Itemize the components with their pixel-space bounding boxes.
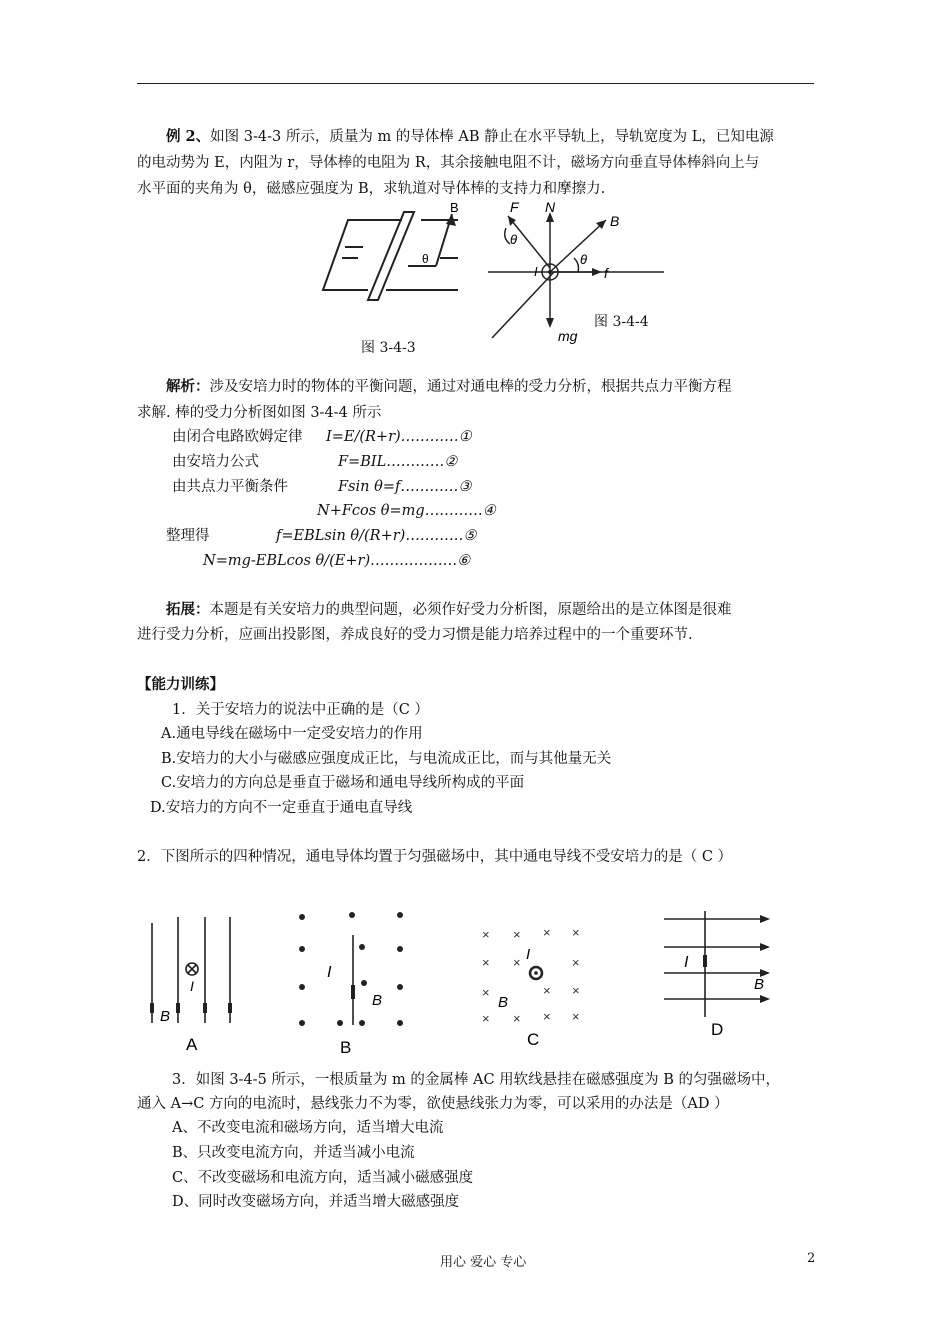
q3-option-c: C、不改变磁场和电流方向，适当减小磁感强度 — [172, 1170, 474, 1186]
eq6: N=mg-EBLcos θ/(E+r)………………⑥ — [203, 553, 471, 569]
example2-text1: 如图 3-4-3 所示，质量为 m 的导体棒 AB 静止在水平导轨上，导轨宽度为 L，已知电源 — [210, 129, 774, 145]
q2-a-i: I — [190, 978, 194, 994]
page-number: 2 — [807, 1251, 816, 1266]
q2-c-x-2-0: × — [482, 985, 490, 1000]
fig344-ffric-label: f — [604, 265, 608, 281]
q2: 2．下图所示的四种情况，通电导体均置于匀强磁场中，其中通电导线不受安培力的是（ C ） — [137, 849, 733, 865]
fig344-f-label: F — [510, 199, 519, 215]
q2-c-x-3-0: × — [482, 1011, 490, 1026]
q2-d-letter: D — [711, 1020, 724, 1039]
q1: 1．关于安培力的说法中正确的是（C ） — [172, 702, 429, 718]
q1-option-d: D.安培力的方向不一定垂直于通电直导线 — [150, 800, 413, 816]
q1-option-b: B.安培力的大小与磁感应强度成正比，与电流成正比，而与其他量无关 — [161, 751, 612, 767]
q2-figures — [140, 905, 780, 1055]
eq2-label: 由安培力公式 — [172, 454, 259, 470]
q3-line1: 3．如图 3-4-5 所示，一根质量为 m 的金属棒 AC 用软线悬挂在磁感强度为 B 的匀强磁场中， — [172, 1072, 781, 1088]
eq5-label: 整理得 — [166, 528, 210, 544]
fig343-caption: 图 3-4-3 — [361, 340, 416, 356]
footer-center: 用心 爱心 专心 — [440, 1255, 527, 1270]
q2-a-letter: A — [186, 1035, 198, 1054]
q2-c-x-3-3: × — [572, 1009, 580, 1024]
q2-b-i: I — [327, 964, 332, 981]
fig344-mg-label: mg — [558, 328, 578, 344]
example2-line2: 的电动势为 E，内阻为 r，导体棒的电阻为 R，其余接触电阻不计，磁场方向垂直导体棒斜向上与 — [137, 155, 760, 171]
q2-c-x-0-2: × — [543, 925, 551, 940]
eq4: N+Fcos θ=mg…………④ — [317, 503, 496, 519]
extension-line1 — [166, 600, 732, 620]
q1-option-c: C.安培力的方向总是垂直于磁场和通电导线所构成的平面 — [161, 775, 525, 791]
q2-c-i: I — [526, 946, 531, 963]
eq1-label: 由闭合电路欧姆定律 — [172, 429, 303, 445]
eq3: Fsin θ=f…………③ — [338, 479, 472, 495]
fig343-b-label: B — [450, 200, 459, 215]
extension-text1: 本题是有关安培力的典型问题，必须作好受力分析图，原题给出的是立体图是很难 — [209, 602, 732, 618]
q3-option-b: B、只改变电流方向，并适当减小电流 — [172, 1145, 415, 1161]
q3-line2: 通入 A→C 方向的电流时，悬线张力不为零，欲使悬线张力为零，可以采用的办法是（AD ） — [137, 1096, 729, 1112]
fig344-caption: 图 3-4-4 — [594, 314, 649, 330]
q2-a-field: B — [160, 1008, 171, 1025]
q2-b-letter: B — [340, 1038, 352, 1055]
q2-b-field: B — [372, 992, 383, 1009]
example2-line1 — [166, 127, 774, 147]
q2-c-x-2-2: × — [543, 983, 551, 998]
q2-c-x-1-3: × — [572, 955, 580, 970]
analysis-text1: 涉及安培力时的物体的平衡问题，通过对通电棒的受力分析，根据共点力平衡方程 — [209, 379, 732, 395]
q2-panel-d — [664, 911, 768, 1017]
figure-3-4-3 — [318, 200, 464, 306]
q2-c-x-0-0: × — [482, 927, 490, 942]
q2-c-letter: C — [527, 1030, 540, 1049]
example2-line3: 水平面的夹角为 θ，磁感应强度为 B，求轨道对导体棒的支持力和摩擦力. — [137, 181, 606, 197]
eq1: I=E/(R+r)…………① — [326, 429, 472, 445]
example2-heading: 例 2、 — [166, 128, 211, 145]
fig344-n-label: N — [545, 199, 556, 215]
eq2: F=BIL…………② — [338, 454, 458, 470]
eq5: f=EBLsin θ/(R+r)…………⑤ — [276, 528, 477, 544]
fig344-i-label: I — [534, 264, 538, 279]
q2-c-x-3-1: × — [513, 1011, 521, 1026]
analysis-line2: 求解. 棒的受力分析图如图 3-4-4 所示 — [137, 405, 382, 421]
q2-c-x-0-1: × — [513, 927, 521, 942]
q2-c-x-1-0: × — [482, 955, 490, 970]
q2-c-x-3-2: × — [543, 1009, 551, 1024]
analysis-line1 — [166, 377, 732, 397]
extension-heading: 拓展： — [166, 601, 210, 618]
q2-c-x-1-1: × — [513, 955, 521, 970]
fig344-theta2-label: θ — [580, 252, 588, 267]
fig343-theta-label: θ — [422, 252, 429, 266]
eq3-label: 由共点力平衡条件 — [172, 479, 288, 495]
analysis-heading: 解析： — [166, 378, 210, 395]
fig344-theta1-label: θ — [510, 232, 518, 247]
q2-d-field: B — [754, 976, 765, 993]
q2-c-x-2-3: × — [572, 983, 580, 998]
q2-panel-b — [299, 912, 403, 1026]
q3-option-a: A、不改变电流和磁场方向，适当增大电流 — [172, 1120, 444, 1136]
q2-d-i: I — [684, 954, 689, 971]
training-heading: 【能力训练】 — [137, 676, 224, 693]
extension-line2: 进行受力分析，应画出投影图，养成良好的受力习惯是能力培养过程中的一个重要环节. — [137, 627, 693, 643]
q2-c-x-0-3: × — [572, 925, 580, 940]
q3-option-d: D、同时改变磁场方向，并适当增大磁感强度 — [172, 1194, 460, 1210]
fig344-b-label: B — [610, 213, 620, 229]
q1-option-a: A.通电导线在磁场中一定受安培力的作用 — [161, 726, 423, 742]
q2-c-field: B — [498, 994, 509, 1011]
header-rule — [137, 83, 814, 84]
